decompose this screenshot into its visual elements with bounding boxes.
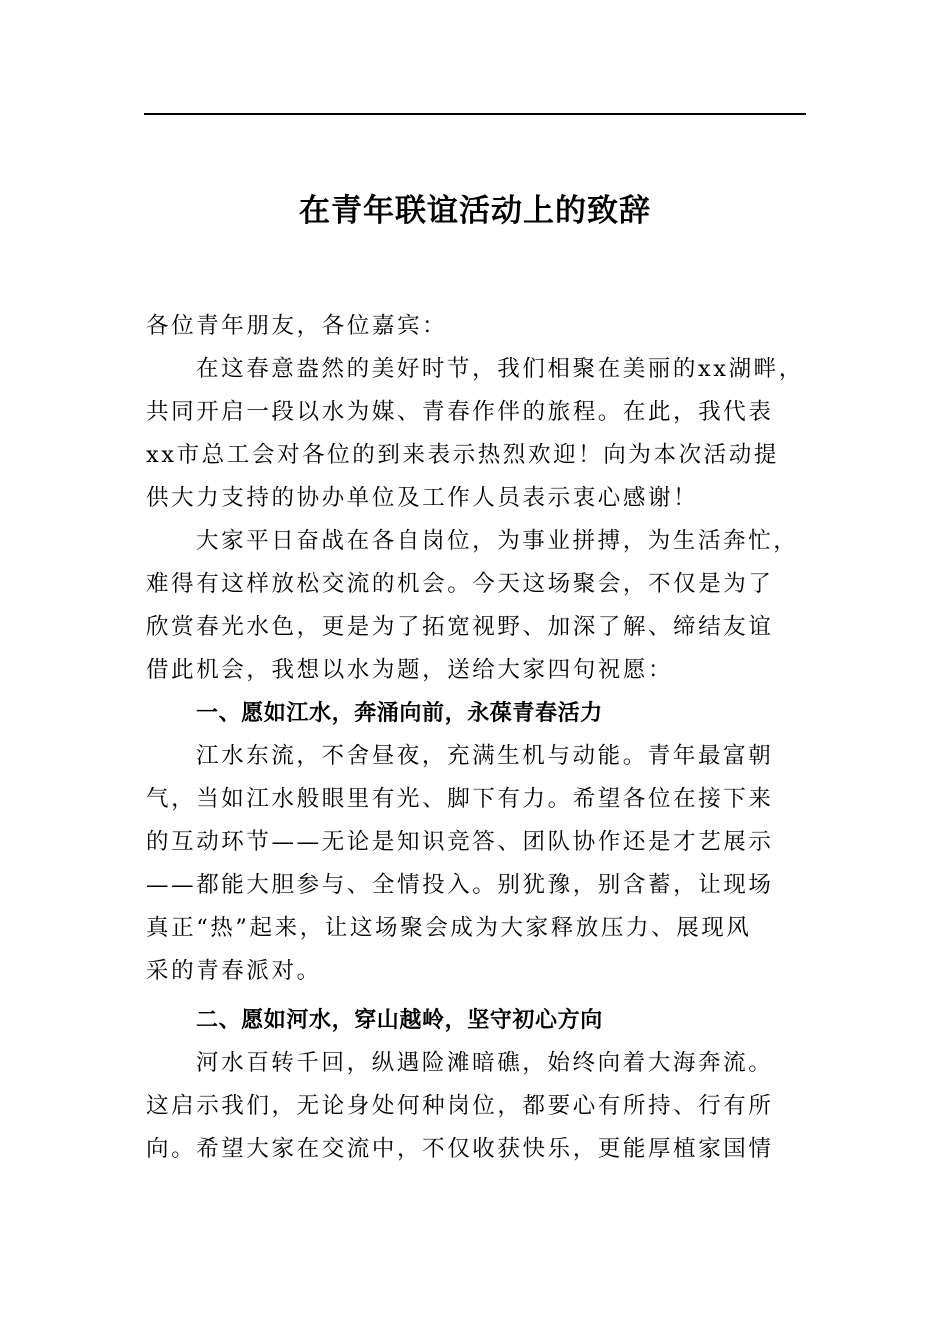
paragraph-1-line: 共同开启一段以水为媒、青春作伴的旅程。在此，我代表 — [146, 399, 774, 425]
paragraph-3-line: 的互动环节——无论是知识竞答、团队协作还是才艺展示 — [146, 829, 774, 855]
paragraph-1-line: 在这春意盎然的美好时节，我们相聚在美丽的xx湖畔， — [196, 356, 804, 382]
paragraph-3-line: 采的青春派对。 — [146, 958, 322, 984]
paragraph-3-line: ——都能大胆参与、全情投入。别犹豫，别含蓄，让现场 — [146, 872, 774, 898]
paragraph-1-line: xx市总工会对各位的到来表示热烈欢迎！向为本次活动提 — [146, 442, 779, 468]
paragraph-1-line: 供大力支持的协办单位及工作人员表示衷心感谢！ — [146, 485, 699, 511]
header-rule — [144, 113, 806, 115]
section-heading-2: 二、愿如河水，穿山越岭，坚守初心方向 — [196, 1008, 603, 1033]
paragraph-4-line: 河水百转千回，纵遇险滩暗礁，始终向着大海奔流。 — [196, 1050, 774, 1076]
document-body — [146, 305, 808, 1171]
paragraph-2-line: 难得有这样放松交流的机会。今天这场聚会，不仅是为了 — [146, 571, 774, 597]
paragraph-3-line: 江水东流，不舍昼夜，充满生机与动能。青年最富朝 — [196, 743, 774, 769]
paragraph-4-line: 这启示我们，无论身处何种岗位，都要心有所持、行有所 — [146, 1093, 774, 1119]
paragraph-2-line: 欣赏春光水色，更是为了拓宽视野、加深了解、缔结友谊 — [146, 614, 774, 640]
salutation: 各位青年朋友，各位嘉宾： — [146, 313, 448, 339]
paragraph-2-line: 大家平日奋战在各自岗位，为事业拼搏，为生活奔忙， — [196, 528, 799, 554]
document-title: 在青年联谊活动上的致辞 — [299, 193, 651, 229]
section-heading-1: 一、愿如江水，奔涌向前，永葆青春活力 — [196, 701, 603, 726]
paragraph-4-line: 向。希望大家在交流中，不仅收获快乐，更能厚植家国情 — [146, 1136, 774, 1162]
paragraph-2-line: 借此机会，我想以水为题，送给大家四句祝愿： — [146, 657, 674, 683]
paragraph-3-line: 气，当如江水般眼里有光、脚下有力。希望各位在接下来 — [146, 786, 774, 812]
paragraph-3-line: 真正“热”起来，让这场聚会成为大家释放压力、展现风 — [146, 915, 752, 941]
